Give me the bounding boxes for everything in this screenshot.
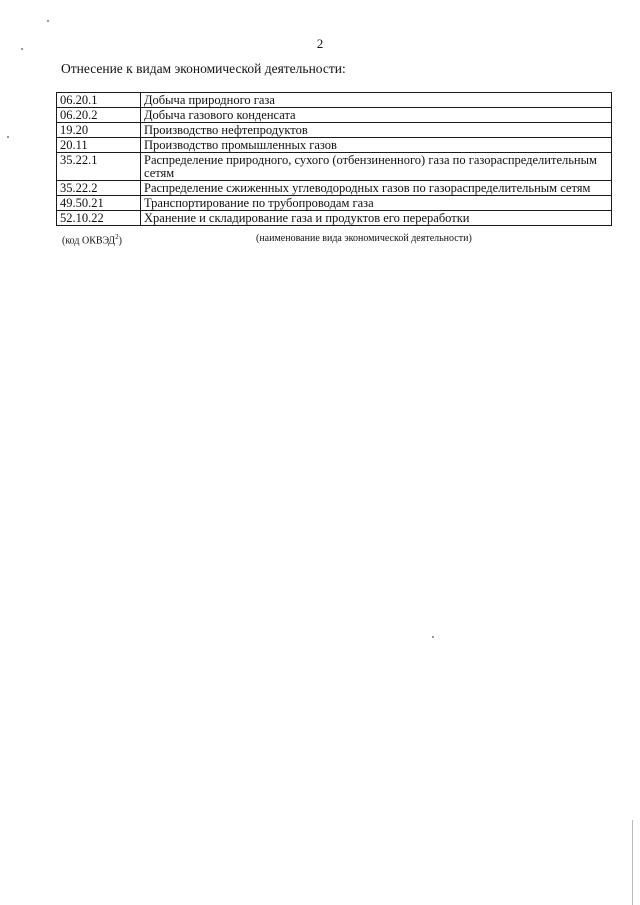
scan-speck	[47, 20, 49, 22]
activity-name-caption: (наименование вида экономической деятельности)	[256, 233, 472, 244]
scan-edge-line	[632, 820, 633, 905]
activity-name-cell: Хранение и складирование газа и продуктов его переработки	[141, 211, 612, 226]
activity-name-cell: Производство нефтепродуктов	[141, 123, 612, 138]
okved-code-caption: (код ОКВЭД$^2$)	[62, 233, 122, 247]
okved-code-cell: 06.20.2	[57, 108, 141, 123]
table-row	[57, 211, 612, 226]
okved-code-cell: 49.50.21	[57, 196, 141, 211]
activity-name-cell: Производство промышленных газов	[141, 138, 612, 153]
okved-table	[56, 92, 612, 226]
activity-name-cell: Добыча газового конденсата	[141, 108, 612, 123]
activity-name-cell: Распределение сжиженных углеводородных газов по газораспределительным сетям	[141, 181, 612, 196]
scan-speck	[21, 48, 23, 50]
okved-code-cell: 19.20	[57, 123, 141, 138]
activity-name-cell: Добыча природного газа	[141, 93, 612, 108]
table-row	[57, 196, 612, 211]
activity-name-cell: Распределение природного, сухого (отбензиненного) газа по газораспределительным сетям	[141, 153, 612, 181]
scan-speck	[7, 136, 9, 138]
activity-name-cell: Транспортирование по трубопроводам газа	[141, 196, 612, 211]
section-heading: Отнесение к видам экономической деятельности:	[61, 61, 346, 76]
page-number: 2	[316, 36, 324, 51]
table-row	[57, 108, 612, 123]
table-row	[57, 181, 612, 196]
scan-speck	[432, 636, 434, 638]
table-row	[57, 123, 612, 138]
footnote-marker: 2	[115, 233, 119, 241]
okved-code-cell: 06.20.1	[57, 93, 141, 108]
okved-code-cell: 52.10.22	[57, 211, 141, 226]
table-row	[57, 138, 612, 153]
okved-code-cell: 35.22.2	[57, 181, 141, 196]
okved-code-cell: 35.22.1	[57, 153, 141, 181]
table-row	[57, 93, 612, 108]
table-row	[57, 153, 612, 181]
okved-code-cell: 20.11	[57, 138, 141, 153]
